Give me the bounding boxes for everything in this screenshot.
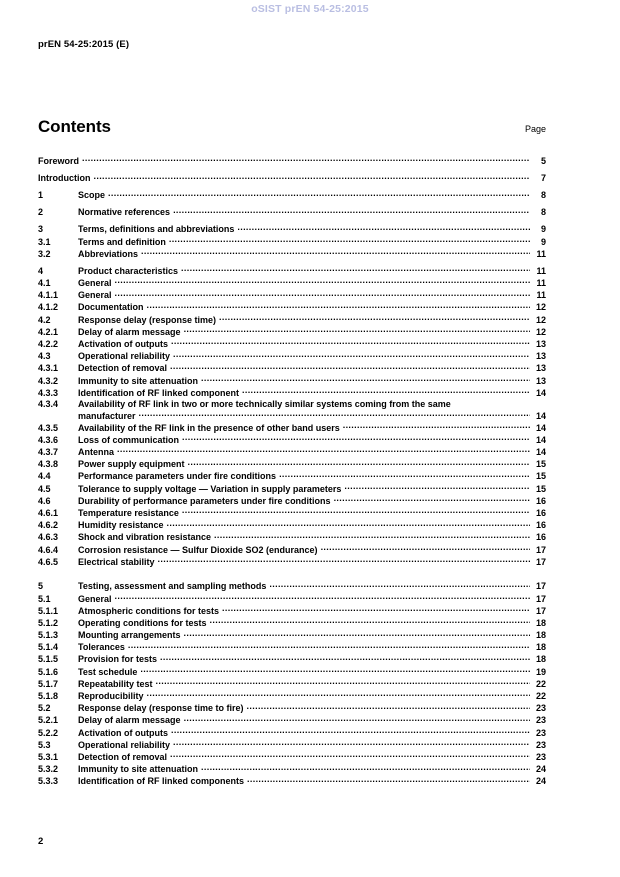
dot-leader	[128, 641, 530, 650]
toc-entry-number: 5.2.2	[38, 727, 59, 738]
toc-entry-number: 4.1.2	[38, 302, 59, 313]
toc-entry-number: 4.6.4	[38, 544, 59, 555]
dot-leader	[147, 690, 530, 699]
toc-entry-page: 23	[535, 727, 546, 738]
toc-entry-page: 11	[536, 265, 546, 276]
toc-entry-number: 4.1.1	[38, 290, 59, 301]
toc-entry-title: General	[78, 290, 112, 301]
dot-leader	[108, 189, 530, 198]
toc-entry[interactable]	[38, 446, 546, 458]
toc-entry-title: Corrosion resistance — Sulfur Dioxide SO2 (endurance)	[78, 544, 318, 555]
toc-entry-page: 22	[535, 678, 546, 689]
toc-entry-page: 16	[535, 508, 546, 518]
toc-entry[interactable]	[38, 155, 546, 167]
toc-entry-title: Immunity to site attenuation	[78, 764, 199, 775]
dot-leader	[170, 362, 530, 371]
toc-entry-page: 11	[536, 290, 546, 301]
dot-leader	[343, 422, 530, 431]
toc-entry-title: Testing, assessment and sampling methods	[78, 581, 267, 592]
dot-leader	[214, 531, 530, 540]
dot-leader	[173, 350, 530, 359]
toc-entry[interactable]	[38, 189, 546, 201]
toc-entry-number: 4.6.2	[38, 520, 59, 531]
page-column-header: Page	[524, 124, 546, 134]
dot-leader	[147, 301, 530, 310]
toc-entry[interactable]	[38, 727, 546, 739]
toc-entry-title: Durability of performance parameters under fire conditions	[78, 495, 331, 506]
toc-entry[interactable]	[38, 277, 546, 289]
dot-leader	[182, 434, 530, 443]
toc-entry-page: 18	[535, 617, 546, 628]
toc-entry-page: 13	[535, 375, 546, 386]
dot-leader	[222, 605, 530, 614]
toc-entry[interactable]	[38, 556, 546, 568]
toc-entry-title: Normative references	[78, 207, 171, 218]
toc-entry-number: 4.6.5	[38, 556, 59, 567]
toc-entry-number: 4.3.8	[38, 459, 59, 470]
toc-entry[interactable]	[38, 265, 546, 277]
toc-entry-title: Availability of the RF link in the presence of other band users	[78, 422, 340, 433]
toc-entry[interactable]	[38, 301, 546, 313]
toc-entry[interactable]	[38, 641, 546, 653]
dot-leader	[115, 593, 530, 602]
toc-entry[interactable]	[38, 362, 546, 374]
dot-leader	[321, 544, 530, 553]
toc-entry-page: 5	[540, 156, 546, 166]
toc-entry[interactable]	[38, 399, 546, 421]
toc-entry-page: 16	[535, 495, 546, 506]
toc-entry-page: 18	[535, 630, 546, 641]
dot-leader	[201, 375, 530, 384]
toc-entry[interactable]	[38, 422, 546, 434]
toc-entry-number: 5.3.2	[38, 764, 59, 775]
dot-leader	[184, 326, 530, 335]
toc-entry-number: 5.2.1	[38, 715, 59, 726]
toc-entry-page: 24	[535, 776, 546, 787]
toc-entry[interactable]	[38, 593, 546, 605]
toc-entry-title: Performance parameters under fire conditions	[78, 471, 277, 482]
dot-leader	[181, 265, 530, 274]
toc-entry-number: 3.1	[38, 236, 51, 247]
toc-entry[interactable]	[38, 544, 546, 556]
toc-entry-title: Response delay (response time)	[78, 314, 217, 325]
toc-entry-page: 18	[535, 642, 546, 653]
toc-entry[interactable]	[38, 714, 546, 726]
toc-entry-number: 2	[38, 207, 44, 218]
toc-entry-title: Abbreviations	[78, 248, 139, 259]
toc-entry-number: 5.1.3	[38, 630, 59, 641]
toc-entry-page: 23	[535, 703, 546, 714]
toc-entry[interactable]	[38, 236, 546, 248]
toc-entry[interactable]	[38, 338, 546, 350]
toc-entry-title: Operating conditions for tests	[78, 617, 207, 628]
toc-entry-page: 11	[536, 278, 546, 289]
dot-leader	[139, 410, 530, 419]
watermark-text: oSIST prEN 54-25:2015	[251, 3, 369, 15]
toc-entry[interactable]	[38, 387, 546, 399]
toc-entry-page: 17	[535, 544, 546, 555]
toc-entry-number: 5.1.5	[38, 654, 59, 665]
toc-entry-page: 13	[535, 338, 546, 349]
toc-entry-title: Detection of removal	[78, 363, 168, 374]
toc-entry-line	[38, 410, 546, 422]
dot-leader	[219, 314, 530, 323]
toc-entry[interactable]	[38, 375, 546, 387]
toc-entry-title: Test schedule	[78, 666, 138, 677]
toc-entry-title: Repeatability test	[78, 678, 153, 689]
toc-entry-title: Scope	[78, 190, 106, 201]
toc-entry-page: 9	[540, 224, 546, 235]
toc-entry-number: 1	[38, 190, 44, 201]
toc-entry-number: 5.1.4	[38, 642, 59, 653]
dot-leader	[160, 653, 530, 662]
toc-entry-title: Introduction	[38, 173, 91, 184]
toc-entry-number: 5.1.8	[38, 691, 59, 702]
toc-entry[interactable]	[38, 248, 546, 260]
dot-leader	[210, 617, 530, 626]
dot-leader	[184, 714, 530, 723]
toc-entry[interactable]	[38, 289, 546, 301]
toc-entry-page: 17	[535, 556, 546, 567]
toc-entry-number: 4.3	[38, 351, 51, 362]
toc-entry-title: Terms, definitions and abbreviations	[78, 224, 235, 235]
toc-entry-page: 15	[535, 471, 546, 482]
toc-entry-title: Operational reliability	[78, 739, 171, 750]
dot-leader	[173, 739, 530, 748]
dot-leader	[334, 495, 530, 504]
toc-entry-page: 13	[535, 363, 546, 374]
dot-leader	[237, 223, 530, 232]
toc-entry-number: 4.3.4	[38, 398, 59, 409]
toc-entry-page: 19	[535, 666, 546, 677]
toc-entry[interactable]	[38, 326, 546, 338]
toc-entry-number: 4.4	[38, 471, 51, 482]
toc-entry-title: General	[78, 593, 112, 604]
toc-entry-title: Activation of outputs	[78, 727, 168, 738]
toc-entry-page: 23	[535, 751, 546, 762]
toc-entry[interactable]	[38, 519, 546, 531]
toc-entry[interactable]	[38, 653, 546, 665]
toc-entry-title: Tolerances	[78, 642, 125, 653]
toc-entry-number: 4.6.3	[38, 532, 59, 543]
toc-entry-page: 8	[540, 207, 546, 218]
toc-entry-page: 18	[535, 654, 546, 665]
toc-entry-page: 12	[535, 302, 546, 313]
contents-header-row	[38, 118, 546, 135]
toc-entry-title: Product characteristics	[78, 265, 179, 276]
toc-entry-title: Activation of outputs	[78, 338, 168, 349]
toc-entry-title: Foreword	[38, 156, 80, 166]
toc-entry-page: 9	[540, 236, 546, 247]
dot-leader	[82, 155, 530, 164]
toc-entry-number: 4.3.5	[38, 422, 59, 433]
toc-entry-number: 3.2	[38, 248, 51, 259]
toc-entry-number: 5.1.2	[38, 617, 59, 628]
toc-entry-title: Atmospheric conditions for tests	[78, 605, 220, 616]
toc-entry-page: 14	[535, 387, 546, 398]
toc-entry-page: 23	[535, 715, 546, 726]
toc-entry-page: 16	[535, 520, 546, 531]
toc-entry-title: Loss of communication	[78, 434, 180, 445]
toc-entry-title: Immunity to site attenuation	[78, 375, 199, 386]
dot-leader	[117, 446, 530, 455]
toc-entry-title: Detection of removal	[78, 751, 168, 762]
toc-entry-title: Reproducibility	[78, 691, 144, 702]
toc-entry-title: Response delay (response time to fire)	[78, 703, 244, 714]
dot-leader	[167, 519, 530, 528]
page-title: Contents	[38, 117, 111, 136]
dot-leader	[156, 678, 530, 687]
toc-entry[interactable]	[38, 763, 546, 775]
toc-entry-page: 15	[535, 483, 546, 494]
toc-entry-number: 5.1.7	[38, 678, 59, 689]
toc-entry-number: 4.3.6	[38, 434, 59, 445]
toc-entry-title: Humidity resistance	[78, 520, 164, 531]
toc-entry-number: 5.1.1	[38, 605, 59, 616]
toc-entry[interactable]	[38, 702, 546, 714]
dot-leader	[115, 277, 530, 286]
toc-entry-page: 15	[535, 459, 546, 470]
table-of-contents	[38, 155, 546, 787]
toc-entry-number: 5.2	[38, 703, 51, 714]
dot-leader	[170, 751, 530, 760]
toc-entry-title: Electrical stability	[78, 556, 155, 567]
toc-entry[interactable]	[38, 775, 546, 787]
toc-entry-page: 13	[535, 351, 546, 362]
toc-entry-number: 4.6	[38, 495, 51, 506]
toc-entry-title: Shock and vibration resistance	[78, 532, 212, 543]
running-head: prEN 54-25:2015 (E)	[38, 39, 130, 50]
toc-entry-number: 4.3.2	[38, 375, 59, 386]
toc-entry[interactable]	[38, 580, 546, 592]
toc-entry[interactable]	[38, 172, 546, 184]
toc-entry-title-continued: manufacturer	[78, 410, 136, 421]
toc-entry[interactable]	[38, 495, 546, 507]
dot-leader	[201, 763, 530, 772]
toc-entry-page: 14	[535, 422, 546, 433]
toc-entry-number: 4.3.3	[38, 387, 59, 398]
toc-entry[interactable]	[38, 690, 546, 702]
toc-entry-number: 5	[38, 581, 44, 592]
toc-entry[interactable]	[38, 470, 546, 482]
dot-leader	[184, 629, 530, 638]
toc-entry[interactable]	[38, 350, 546, 362]
toc-entry-title: Delay of alarm message	[78, 326, 181, 337]
toc-entry-title: Identification of RF linked components	[78, 776, 245, 787]
toc-entry-number: 4.2	[38, 314, 51, 325]
toc-entry[interactable]	[38, 531, 546, 543]
toc-entry-page: 7	[540, 173, 546, 184]
dot-leader	[158, 556, 530, 565]
toc-entry[interactable]	[38, 666, 546, 678]
toc-entry[interactable]	[38, 605, 546, 617]
dot-leader	[94, 172, 531, 181]
toc-entry[interactable]	[38, 629, 546, 641]
toc-entry-title: Terms and definition	[78, 236, 166, 247]
toc-entry-page: 14	[535, 447, 546, 458]
toc-entry-page: 14	[535, 434, 546, 445]
dot-leader	[115, 289, 530, 298]
toc-entry-page: 23	[535, 739, 546, 750]
dot-leader	[242, 387, 530, 396]
toc-entry-title: General	[78, 278, 112, 289]
toc-entry-title: Identification of RF linked component	[78, 387, 239, 398]
toc-entry-page: 11	[536, 248, 546, 259]
toc-entry[interactable]	[38, 678, 546, 690]
toc-entry-page: 12	[535, 326, 546, 337]
toc-entry-number: 4.5	[38, 483, 51, 494]
dot-leader	[344, 483, 530, 492]
toc-entry-page: 12	[535, 314, 546, 325]
dot-leader	[171, 338, 530, 347]
toc-entry-title: Availability of RF link in two or more technically similar systems coming from the same	[78, 398, 451, 409]
toc-entry-number: 5.3.1	[38, 751, 59, 762]
toc-entry-line	[38, 399, 546, 410]
toc-entry-page: 14	[535, 410, 546, 421]
toc-entry-title: Delay of alarm message	[78, 715, 181, 726]
toc-entry-title: Documentation	[78, 302, 144, 313]
toc-entry[interactable]	[38, 434, 546, 446]
toc-entry-number: 4.6.1	[38, 508, 59, 518]
toc-entry[interactable]	[38, 483, 546, 495]
dot-leader	[173, 206, 530, 215]
dot-leader	[188, 458, 530, 467]
dot-leader	[141, 248, 530, 257]
toc-entry-page: 17	[535, 581, 546, 592]
dot-leader	[169, 236, 530, 245]
toc-entry-title: Tolerance to supply voltage — Variation in supply parameters	[78, 483, 342, 494]
dot-leader	[279, 470, 530, 479]
toc-entry[interactable]	[38, 739, 546, 751]
toc-entry-page: 16	[535, 532, 546, 543]
dot-leader	[247, 702, 530, 711]
toc-entry[interactable]	[38, 617, 546, 629]
toc-entry-title: Operational reliability	[78, 351, 171, 362]
toc-entry[interactable]	[38, 314, 546, 326]
toc-entry-title: Antenna	[78, 447, 114, 458]
toc-entry-number: 4.3.1	[38, 363, 59, 374]
toc-entry-number: 4	[38, 265, 44, 276]
toc-entry-title: Mounting arrangements	[78, 630, 181, 641]
toc-entry-number: 4.2.2	[38, 338, 59, 349]
toc-entry-page: 17	[535, 605, 546, 616]
dot-leader	[182, 507, 530, 516]
toc-entry-number: 4.3.7	[38, 447, 59, 458]
toc-entry-page: 8	[540, 190, 546, 201]
dot-leader	[247, 775, 530, 784]
toc-entry[interactable]	[38, 507, 546, 519]
dot-leader	[171, 727, 530, 736]
toc-entry-number: 5.3.3	[38, 776, 59, 787]
toc-entry-number: 5.1.6	[38, 666, 59, 677]
toc-entry-title: Temperature resistance	[78, 508, 179, 518]
toc-entry-number: 4.1	[38, 278, 51, 289]
toc-entry-number-spacer	[38, 411, 78, 422]
toc-entry[interactable]	[38, 751, 546, 763]
toc-entry-page: 17	[535, 593, 546, 604]
toc-entry[interactable]	[38, 206, 546, 218]
toc-entry[interactable]	[38, 223, 546, 235]
toc-entry-number: 3	[38, 224, 44, 235]
toc-entry-number: 5.3	[38, 739, 51, 750]
toc-entry-page: 22	[535, 691, 546, 702]
dot-leader	[269, 580, 530, 589]
page-number: 2	[38, 836, 44, 847]
toc-entry[interactable]	[38, 458, 546, 470]
toc-entry-page: 24	[535, 764, 546, 775]
toc-entry-title: Provision for tests	[78, 654, 158, 665]
toc-entry-number: 4.2.1	[38, 326, 59, 337]
toc-entry-number: 5.1	[38, 593, 51, 604]
toc-entry-title: Power supply equipment	[78, 459, 185, 470]
dot-leader	[140, 666, 530, 675]
